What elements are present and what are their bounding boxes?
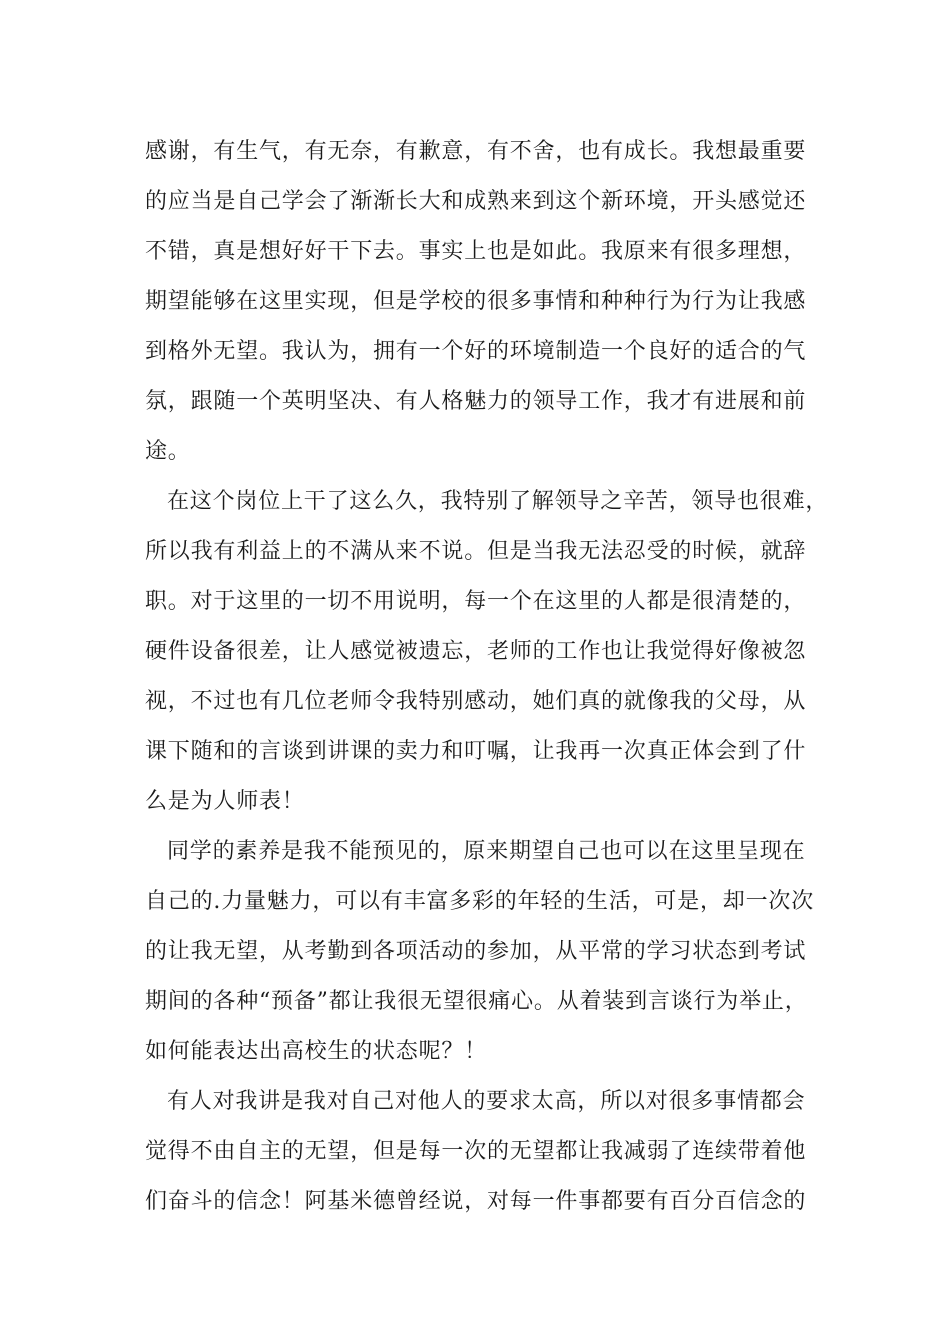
text-line: 如何能表达出高校生的状态呢？！ [145, 1039, 488, 1064]
text-line: 视，不过也有几位老师令我特别感动，她们真的就像我的父母，从 [145, 689, 807, 714]
text-line: 么是为人师表！ [145, 789, 305, 814]
text-line: 课下随和的言谈到讲课的卖力和叮嘱，让我再一次真正体会到了什 [145, 739, 807, 764]
text-line: 期望能够在这里实现，但是学校的很多事情和种种行为行为让我感 [145, 289, 807, 314]
text-line: 们奋斗的信念！阿基米德曾经说，对每一件事都要有百分百信念的 [145, 1189, 807, 1214]
text-line: 觉得不由自主的无望，但是每一次的无望都让我减弱了连续带着他 [145, 1139, 807, 1164]
text-line: 期间的各种“预备”都让我很无望很痛心。从着装到言谈行为举止， [145, 989, 808, 1014]
text-line: 有人对我讲是我对自己对他人的要求太高，所以对很多事情都会 [167, 1089, 806, 1114]
text-line: 同学的素养是我不能预见的，原来期望自己也可以在这里呈现在 [167, 839, 806, 864]
text-line: 不错，真是想好好干下去。事实上也是如此。我原来有很多理想， [145, 239, 807, 264]
text-line: 的应当是自己学会了渐渐长大和成熟来到这个新环境，开头感觉还 [145, 189, 807, 214]
paragraph-3 [145, 827, 825, 1077]
text-line: 的让我无望，从考勤到各项活动的参加，从平常的学习状态到考试 [145, 939, 807, 964]
text-line: 到格外无望。我认为，拥有一个好的环境制造一个良好的适合的气 [145, 339, 807, 364]
text-line: 感谢，有生气，有无奈，有歉意，有不舍，也有成长。我想最重要 [145, 139, 807, 164]
text-line: 硬件设备很差，让人感觉被遗忘，老师的工作也让我觉得好像被忽 [145, 639, 807, 664]
text-line: 在这个岗位上干了这么久，我特别了解领导之辛苦，领导也很难， [167, 489, 829, 514]
paragraph-4 [145, 1077, 825, 1227]
paragraph-1 [145, 127, 825, 477]
paragraph-2 [145, 477, 829, 827]
text-line: 所以我有利益上的不满从来不说。但是当我无法忍受的时候，就辞 [145, 539, 807, 564]
text-line: 自己的.力量魅力，可以有丰富多彩的年轻的生活，可是，却一次次 [145, 889, 814, 914]
text-line: 职。对于这里的一切不用说明，每一个在这里的人都是很清楚的， [145, 589, 807, 614]
text-line: 氛，跟随一个英明坚决、有人格魅力的领导工作，我才有进展和前 [145, 389, 807, 414]
text-line: 途。 [145, 439, 191, 464]
document-body [145, 127, 829, 1227]
